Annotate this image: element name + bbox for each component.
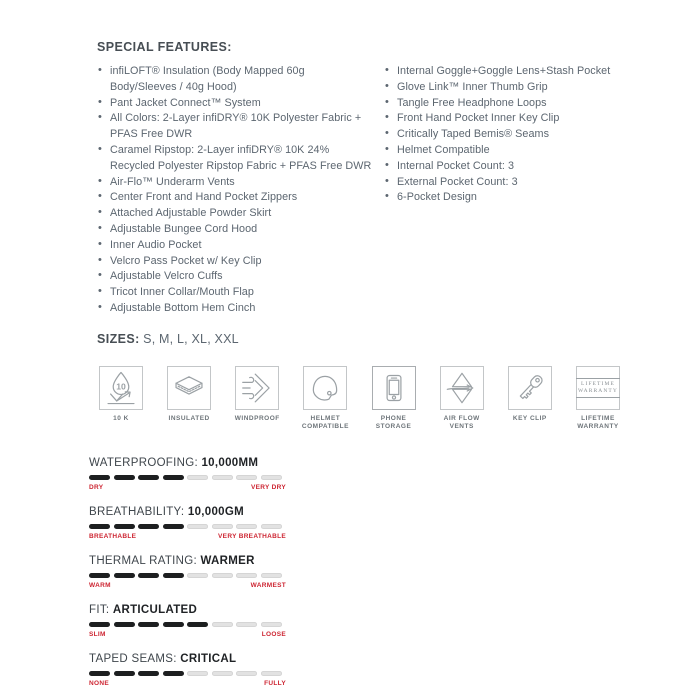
rating-segment (114, 622, 135, 627)
rating-segment (89, 622, 110, 627)
rating-value: CRITICAL (180, 652, 237, 665)
rating-segment (187, 524, 208, 529)
rating-heading (89, 604, 649, 616)
rating-segment (163, 622, 184, 627)
lifetime-warranty-text-line2: WARRANTY (578, 387, 618, 394)
sizes-label: SIZES: (97, 331, 140, 346)
rating-label: TAPED SEAMS: (89, 652, 177, 665)
rating-segment (212, 671, 233, 676)
icon-box (372, 366, 416, 410)
rating-segment (163, 573, 184, 578)
rating-segment (261, 671, 282, 676)
icon-box (235, 366, 279, 410)
feature-item: • Adjustable Bungee Cord Hood (97, 222, 372, 238)
rating-segment (261, 622, 282, 627)
icon-box (99, 366, 143, 410)
rating-max-label: WARMEST (250, 581, 286, 589)
feature-badge-key-clip (498, 366, 562, 431)
rating-scale (89, 484, 286, 491)
icon-label: AIR FLOW VENTS (443, 414, 480, 430)
rating-segment (236, 671, 257, 676)
rating-scale (89, 680, 286, 687)
rating-value: 10,000MM (201, 456, 259, 469)
icon-box (167, 366, 211, 410)
waterproof-10k-icon (102, 369, 140, 407)
feature-item: • Glove Link™ Inner Thumb Grip (384, 80, 648, 96)
sizes-section (97, 332, 649, 346)
rating-segment (114, 524, 135, 529)
icon-label: 10 K (113, 414, 129, 422)
feature-item: • Center Front and Hand Pocket Zippers (97, 190, 372, 206)
rating-segment (114, 573, 135, 578)
feature-badge-helmet-compatible (293, 366, 357, 431)
rating-segment (138, 524, 159, 529)
rating-breathability (89, 506, 649, 540)
rating-heading (89, 506, 649, 518)
rating-bar (89, 524, 286, 529)
air-flow-vents-icon (443, 369, 481, 407)
rating-segment (187, 671, 208, 676)
rating-max-label: VERY DRY (250, 483, 286, 491)
rating-segment (236, 475, 257, 480)
sizes-value: S, M, L, XL, XXL (143, 331, 239, 346)
special-features-heading: SPECIAL FEATURES: (97, 40, 232, 54)
rating-segment (163, 475, 184, 480)
rating-segment (261, 524, 282, 529)
feature-columns (97, 64, 649, 317)
feature-item: • Helmet Compatible (384, 143, 648, 159)
rating-heading (89, 555, 649, 567)
feature-item: • Front Hand Pocket Inner Key Clip (384, 111, 648, 127)
feature-badge-10k (89, 366, 153, 431)
feature-item: • External Pocket Count: 3 (384, 175, 648, 191)
rating-scale (89, 631, 286, 638)
feature-item: • Caramel Ripstop: 2-Layer infiDRY® 10K 24% Recycled Polyester Ripstop Fabric + PFAS Free DWR (97, 143, 372, 175)
feature-item: • All Colors: 2-Layer infiDRY® 10K Polyester Fabric + PFAS Free DWR (97, 111, 372, 143)
feature-badge-phone-storage (362, 366, 426, 431)
rating-max-label: VERY BREATHABLE (218, 532, 286, 540)
rating-bar (89, 573, 286, 578)
rating-bar (89, 622, 286, 627)
rating-segment (212, 622, 233, 627)
rating-heading (89, 653, 649, 665)
feature-item: • Air-Flo™ Underarm Vents (97, 175, 372, 191)
icon-label: KEY CLIP (512, 414, 547, 422)
rating-segment (261, 573, 282, 578)
feature-item: • Velcro Pass Pocket w/ Key Clip (97, 254, 372, 270)
icon-box (508, 366, 552, 410)
rating-min-label: WARM (89, 581, 111, 589)
rating-segment (187, 622, 208, 627)
rating-scale (89, 582, 286, 589)
icon-box (303, 366, 347, 410)
feature-list-right (384, 64, 648, 206)
phone-storage-icon (375, 369, 413, 407)
feature-item: • Internal Goggle+Goggle Lens+Stash Pocket (384, 64, 648, 80)
feature-badge-insulated (157, 366, 221, 431)
feature-item: • Tangle Free Headphone Loops (384, 96, 648, 112)
rating-bar (89, 671, 286, 676)
lifetime-warranty-icon (576, 378, 620, 398)
rating-segment (236, 524, 257, 529)
icon-label: WINDPROOF (234, 414, 280, 422)
feature-icons-row (89, 366, 630, 431)
feature-column-left (97, 64, 384, 317)
rating-segment (89, 671, 110, 676)
feature-list-left (97, 64, 372, 317)
rating-waterproofing (89, 457, 649, 491)
icon-label: INSULATED (168, 414, 210, 422)
rating-min-label: DRY (89, 483, 104, 491)
feature-item: • Inner Audio Pocket (97, 238, 372, 254)
feature-item: • Tricot Inner Collar/Mouth Flap (97, 285, 372, 301)
feature-badge-lifetime-warranty (566, 366, 630, 431)
rating-segment (163, 524, 184, 529)
rating-segment (114, 475, 135, 480)
rating-segment (212, 573, 233, 578)
icon-label: HELMET COMPATIBLE (301, 414, 349, 430)
feature-item: • Adjustable Velcro Cuffs (97, 269, 372, 285)
rating-min-label: BREATHABLE (89, 532, 137, 540)
rating-max-label: FULLY (264, 679, 286, 687)
rating-segment (138, 475, 159, 480)
ratings-section (89, 457, 649, 687)
rating-segment (187, 475, 208, 480)
rating-segment (89, 524, 110, 529)
insulated-icon (170, 369, 208, 407)
rating-label: BREATHABILITY: (89, 505, 185, 518)
feature-item: • Pant Jacket Connect™ System (97, 96, 372, 112)
svg-text:10: 10 (116, 381, 126, 392)
key-clip-icon (511, 369, 549, 407)
feature-item: • Internal Pocket Count: 3 (384, 159, 648, 175)
rating-segment (138, 622, 159, 627)
rating-segment (138, 573, 159, 578)
rating-segment (89, 475, 110, 480)
rating-max-label: LOOSE (261, 630, 286, 638)
rating-value: 10,000GM (187, 505, 244, 518)
lifetime-warranty-text-line1: LIFETIME (581, 380, 615, 387)
rating-label: WATERPROOFING: (89, 456, 198, 469)
feature-badge-windproof (225, 366, 289, 431)
rating-heading (89, 457, 649, 469)
rating-segment (212, 475, 233, 480)
special-features-section (97, 40, 649, 317)
feature-column-right (384, 64, 648, 317)
icon-box (440, 366, 484, 410)
rating-label: FIT: (89, 603, 110, 616)
rating-taped-seams (89, 653, 649, 687)
rating-segment (114, 671, 135, 676)
rating-value: ARTICULATED (112, 603, 198, 616)
feature-item: • Attached Adjustable Powder Skirt (97, 206, 372, 222)
feature-item: • Critically Taped Bemis® Seams (384, 127, 648, 143)
feature-badge-air-flow-vents (430, 366, 494, 431)
rating-segment (163, 671, 184, 676)
rating-scale (89, 533, 286, 540)
helmet-compatible-icon (306, 369, 344, 407)
rating-label: THERMAL RATING: (89, 554, 198, 567)
rating-min-label: SLIM (89, 630, 106, 638)
rating-segment (236, 573, 257, 578)
icon-label: PHONE STORAGE (375, 414, 412, 430)
rating-segment (212, 524, 233, 529)
rating-segment (89, 573, 110, 578)
rating-segment (236, 622, 257, 627)
rating-bar (89, 475, 286, 480)
windproof-icon (238, 369, 276, 407)
rating-min-label: NONE (89, 679, 109, 687)
rating-thermal (89, 555, 649, 589)
feature-item: • Adjustable Bottom Hem Cinch (97, 301, 372, 317)
rating-segment (138, 671, 159, 676)
rating-segment (187, 573, 208, 578)
icon-label: LIFETIME WARRANTY (577, 414, 619, 430)
rating-value: WARMER (200, 554, 255, 567)
feature-item: • 6-Pocket Design (384, 190, 648, 206)
rating-fit (89, 604, 649, 638)
icon-box (576, 366, 620, 410)
feature-item: • infiLOFT® Insulation (Body Mapped 60g Body/Sleeves / 40g Hood) (97, 64, 372, 96)
rating-segment (261, 475, 282, 480)
